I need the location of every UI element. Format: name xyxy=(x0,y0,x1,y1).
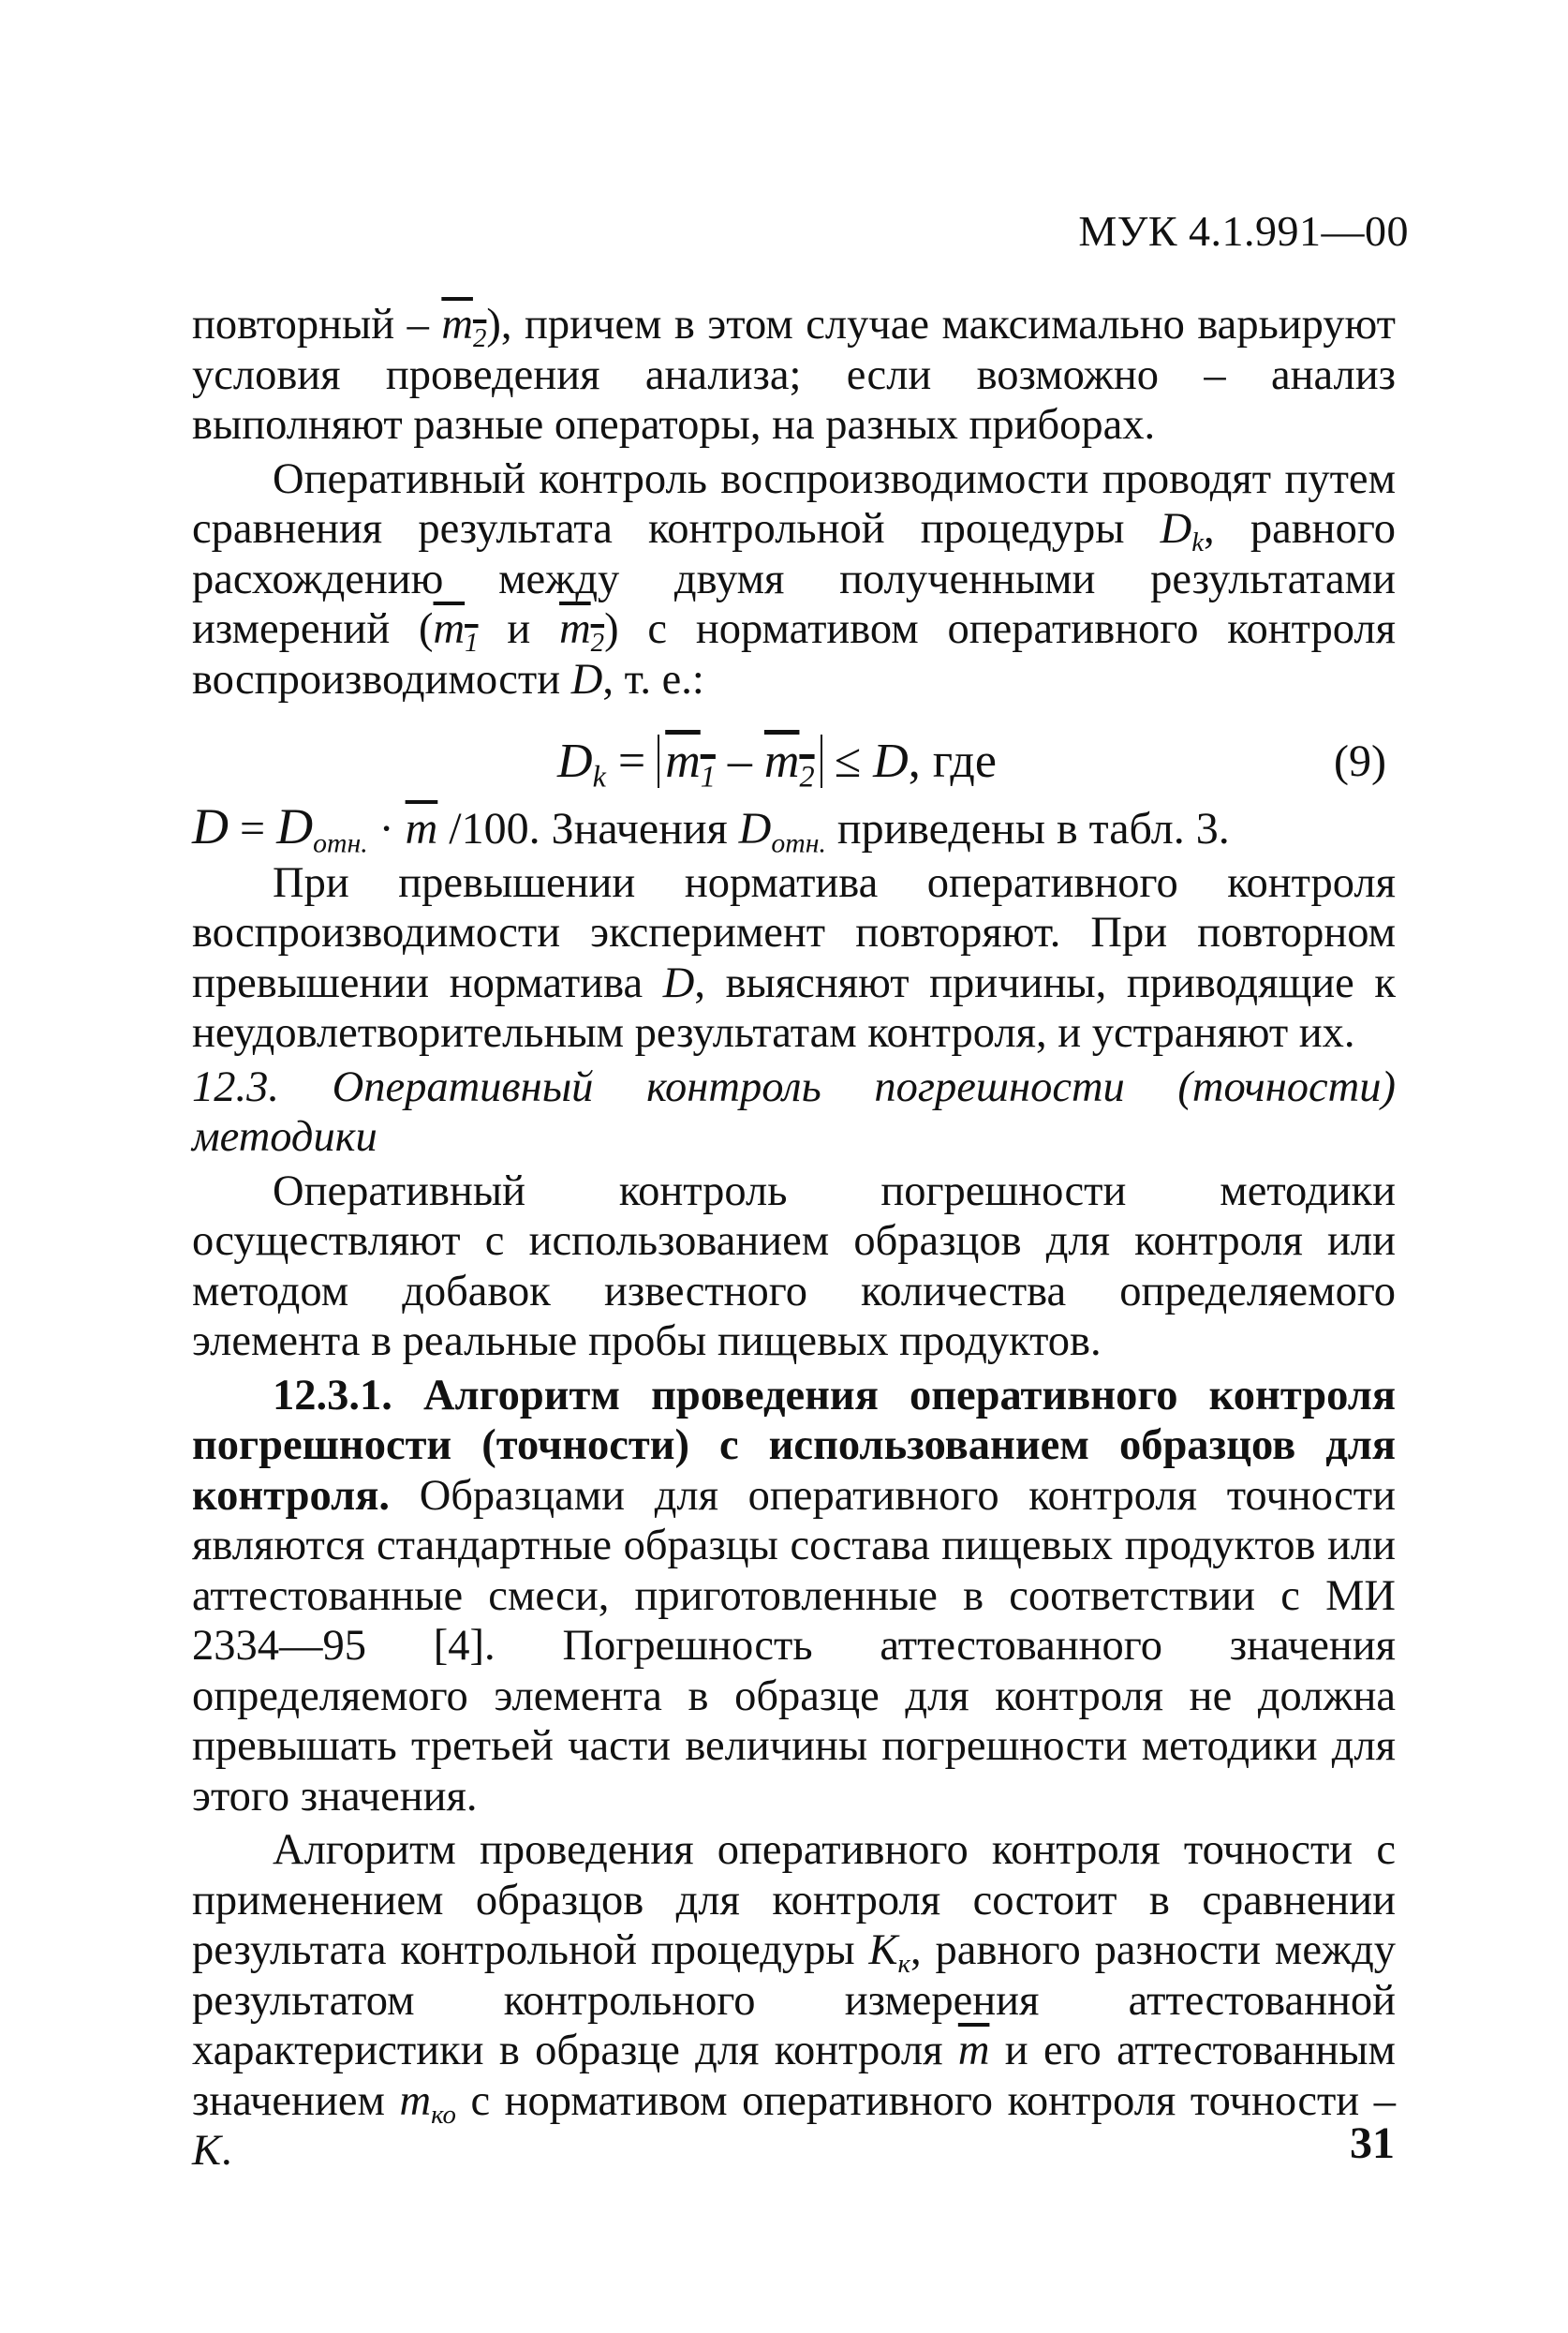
paragraph-12-3-1: 12.3.1. Алгоритм проведения оперативного контроля погрешности (точности) с использованием образцов для контроля. Образцами для оперативного контроля точности являются стандартные образцы состава пищевых продуктов или аттестованные смеси, приготовленные в соответствии с МИ 2334—95 [4]. Погрешность аттестованного значения определяемого элемента в образце для контроля не должна превышать третьей части величины погрешности методики для этого значения. xyxy=(192,1371,1396,1820)
symbol-m2: $m_2$ xyxy=(441,301,487,354)
subsection-heading-12-3-1: 12.3.1. Алгоритм проведения оперативного контроля погрешности (точности) с использованием образцов для контроля. xyxy=(192,1371,1396,1520)
symbol-kk: $K_к$ xyxy=(868,1926,911,1980)
paragraph-reproducibility-control: Оперативный контроль воспроизводимости проводят путем сравнения результата контрольной процедуры $D_k$, равного расхождению между двумя полученными результатами измерений ($m_1$ и $m_2$) с нормативом оперативного контроля воспроизводимости D, т. е.: xyxy=(192,454,1396,704)
formula-9-expression: $D_k = m_1 - m_2 \le D$, где xyxy=(557,735,997,794)
document-code-header: МУК 4.1.991—00 xyxy=(1078,207,1409,255)
paragraph-exceedance: При превышении норматива оперативного контроля воспроизводимости эксперимент повторяют. При повторном превышении норматива D, выясняют причины, приводящие к неудовлетворительным результатам контроля, и устраняют их. xyxy=(192,858,1397,1057)
absolute-value: $m_1 - m_2$ xyxy=(658,735,821,788)
symbol-m2: $m_2$ xyxy=(559,605,605,659)
page-number: 31 xyxy=(1350,2118,1395,2168)
section-heading-12-3: 12.3. Оперативный контроль погрешности (точности) методики xyxy=(192,1062,1396,1161)
formula-9 xyxy=(192,721,1396,802)
page-body xyxy=(192,300,1396,2180)
symbol-mko: $m_{ко}$ xyxy=(399,2076,456,2130)
paragraph-algorithm: Алгоритм проведения оперативного контроля точности с применением образцов для контроля состоит в сравнении результата контрольной процедуры $K_к$, равного разности между результатом контрольного измерения аттестованной характеристики в образце для контроля $\overline{m}$ и его аттестованным значением $m_{ко}$ с нормативом оперативного контроля точности – K. xyxy=(192,1826,1396,2175)
formula-number: (9) xyxy=(1334,736,1386,786)
paragraph-continuation: повторный – $m_2$), причем в этом случае максимально варьируют условия проведения анализа; если возможно – анализ выполняют разные операторы, на разных приборах. xyxy=(192,301,1396,449)
paragraph-accuracy-control: Оперативный контроль погрешности методики осуществляют с использованием образцов для контроля или методом добавок известного количества определяемого элемента в реальные пробы пищевых продуктов. xyxy=(192,1166,1396,1365)
definition-d: $D = D_{отн.} \cdot \overline{m}$ /100. Значения $D_{отн.}$ приведены в табл. 3. xyxy=(192,798,1230,859)
symbol-dk: $D_k$ xyxy=(1160,505,1205,558)
symbol-m1: $m_1$ xyxy=(433,605,479,659)
